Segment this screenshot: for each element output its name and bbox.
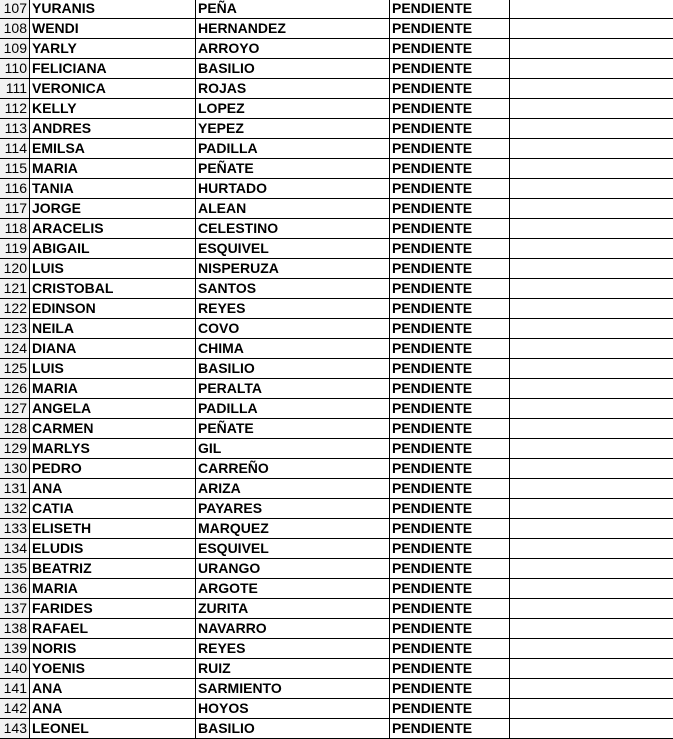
first-name-cell[interactable]: MARLYS: [30, 439, 196, 458]
table-row[interactable]: [0, 259, 673, 279]
last-name-cell[interactable]: PADILLA: [196, 139, 390, 158]
last-name-cell[interactable]: CHIMA: [196, 339, 390, 358]
status-cell[interactable]: PENDIENTE: [390, 59, 510, 78]
empty-cell[interactable]: [510, 79, 673, 98]
first-name-cell[interactable]: WENDI: [30, 19, 196, 38]
empty-cell[interactable]: [510, 479, 673, 498]
empty-cell[interactable]: [510, 659, 673, 678]
first-name-cell[interactable]: LUIS: [30, 259, 196, 278]
first-name-cell[interactable]: VERONICA: [30, 79, 196, 98]
first-name-cell[interactable]: ABIGAIL: [30, 239, 196, 258]
first-name-cell[interactable]: ANA: [30, 479, 196, 498]
last-name-cell[interactable]: ZURITA: [196, 599, 390, 618]
status-cell[interactable]: PENDIENTE: [390, 259, 510, 278]
status-cell[interactable]: PENDIENTE: [390, 679, 510, 698]
first-name-cell[interactable]: BEATRIZ: [30, 559, 196, 578]
first-name-cell[interactable]: MARIA: [30, 579, 196, 598]
last-name-cell[interactable]: HOYOS: [196, 699, 390, 718]
empty-cell[interactable]: [510, 259, 673, 278]
empty-cell[interactable]: [510, 339, 673, 358]
table-row[interactable]: [0, 79, 673, 99]
row-number[interactable]: 137: [0, 599, 30, 618]
empty-cell[interactable]: [510, 39, 673, 58]
last-name-cell[interactable]: CARREÑO: [196, 459, 390, 478]
last-name-cell[interactable]: HERNANDEZ: [196, 19, 390, 38]
first-name-cell[interactable]: ELISETH: [30, 519, 196, 538]
table-row[interactable]: [0, 539, 673, 559]
empty-cell[interactable]: [510, 319, 673, 338]
row-number[interactable]: 125: [0, 359, 30, 378]
empty-cell[interactable]: [510, 359, 673, 378]
last-name-cell[interactable]: ALEAN: [196, 199, 390, 218]
empty-cell[interactable]: [510, 459, 673, 478]
table-row[interactable]: [0, 0, 673, 19]
status-cell[interactable]: PENDIENTE: [390, 659, 510, 678]
row-number[interactable]: 117: [0, 199, 30, 218]
status-cell[interactable]: PENDIENTE: [390, 379, 510, 398]
last-name-cell[interactable]: PEÑA: [196, 0, 390, 18]
status-cell[interactable]: PENDIENTE: [390, 299, 510, 318]
status-cell[interactable]: PENDIENTE: [390, 239, 510, 258]
row-number[interactable]: 108: [0, 19, 30, 38]
table-row[interactable]: [0, 619, 673, 639]
table-row[interactable]: [0, 519, 673, 539]
first-name-cell[interactable]: FELICIANA: [30, 59, 196, 78]
empty-cell[interactable]: [510, 379, 673, 398]
empty-cell[interactable]: [510, 139, 673, 158]
status-cell[interactable]: PENDIENTE: [390, 599, 510, 618]
table-row[interactable]: [0, 179, 673, 199]
status-cell[interactable]: PENDIENTE: [390, 699, 510, 718]
first-name-cell[interactable]: NEILA: [30, 319, 196, 338]
first-name-cell[interactable]: TANIA: [30, 179, 196, 198]
first-name-cell[interactable]: RAFAEL: [30, 619, 196, 638]
row-number[interactable]: 126: [0, 379, 30, 398]
empty-cell[interactable]: [510, 559, 673, 578]
empty-cell[interactable]: [510, 179, 673, 198]
empty-cell[interactable]: [510, 599, 673, 618]
row-number[interactable]: 121: [0, 279, 30, 298]
last-name-cell[interactable]: GIL: [196, 439, 390, 458]
row-number[interactable]: 120: [0, 259, 30, 278]
row-number[interactable]: 136: [0, 579, 30, 598]
row-number[interactable]: 116: [0, 179, 30, 198]
status-cell[interactable]: PENDIENTE: [390, 539, 510, 558]
empty-cell[interactable]: [510, 639, 673, 658]
first-name-cell[interactable]: ARACELIS: [30, 219, 196, 238]
row-number[interactable]: 139: [0, 639, 30, 658]
status-cell[interactable]: PENDIENTE: [390, 579, 510, 598]
last-name-cell[interactable]: ESQUIVEL: [196, 539, 390, 558]
row-number[interactable]: 142: [0, 699, 30, 718]
first-name-cell[interactable]: NORIS: [30, 639, 196, 658]
table-row[interactable]: [0, 319, 673, 339]
table-row[interactable]: [0, 239, 673, 259]
empty-cell[interactable]: [510, 619, 673, 638]
status-cell[interactable]: PENDIENTE: [390, 179, 510, 198]
row-number[interactable]: 140: [0, 659, 30, 678]
empty-cell[interactable]: [510, 99, 673, 118]
last-name-cell[interactable]: BASILIO: [196, 359, 390, 378]
table-row[interactable]: [0, 499, 673, 519]
last-name-cell[interactable]: PERALTA: [196, 379, 390, 398]
table-row[interactable]: [0, 339, 673, 359]
status-cell[interactable]: PENDIENTE: [390, 479, 510, 498]
table-row[interactable]: [0, 299, 673, 319]
status-cell[interactable]: PENDIENTE: [390, 139, 510, 158]
status-cell[interactable]: PENDIENTE: [390, 519, 510, 538]
last-name-cell[interactable]: URANGO: [196, 559, 390, 578]
status-cell[interactable]: PENDIENTE: [390, 159, 510, 178]
status-cell[interactable]: PENDIENTE: [390, 319, 510, 338]
first-name-cell[interactable]: MARIA: [30, 379, 196, 398]
status-cell[interactable]: PENDIENTE: [390, 399, 510, 418]
row-number[interactable]: 112: [0, 99, 30, 118]
empty-cell[interactable]: [510, 699, 673, 718]
last-name-cell[interactable]: SANTOS: [196, 279, 390, 298]
row-number[interactable]: 135: [0, 559, 30, 578]
status-cell[interactable]: PENDIENTE: [390, 279, 510, 298]
first-name-cell[interactable]: ANA: [30, 699, 196, 718]
table-row[interactable]: [0, 39, 673, 59]
last-name-cell[interactable]: PAYARES: [196, 499, 390, 518]
empty-cell[interactable]: [510, 119, 673, 138]
last-name-cell[interactable]: PADILLA: [196, 399, 390, 418]
status-cell[interactable]: PENDIENTE: [390, 19, 510, 38]
empty-cell[interactable]: [510, 199, 673, 218]
first-name-cell[interactable]: ANGELA: [30, 399, 196, 418]
empty-cell[interactable]: [510, 579, 673, 598]
empty-cell[interactable]: [510, 719, 673, 738]
table-row[interactable]: [0, 119, 673, 139]
first-name-cell[interactable]: JORGE: [30, 199, 196, 218]
first-name-cell[interactable]: ELUDIS: [30, 539, 196, 558]
first-name-cell[interactable]: KELLY: [30, 99, 196, 118]
row-number[interactable]: 111: [0, 79, 30, 98]
empty-cell[interactable]: [510, 499, 673, 518]
status-cell[interactable]: PENDIENTE: [390, 459, 510, 478]
row-number[interactable]: 107: [0, 0, 30, 18]
first-name-cell[interactable]: YURANIS: [30, 0, 196, 18]
status-cell[interactable]: PENDIENTE: [390, 559, 510, 578]
row-number[interactable]: 122: [0, 299, 30, 318]
status-cell[interactable]: PENDIENTE: [390, 339, 510, 358]
empty-cell[interactable]: [510, 299, 673, 318]
status-cell[interactable]: PENDIENTE: [390, 719, 510, 738]
last-name-cell[interactable]: REYES: [196, 639, 390, 658]
empty-cell[interactable]: [510, 519, 673, 538]
row-number[interactable]: 131: [0, 479, 30, 498]
first-name-cell[interactable]: CRISTOBAL: [30, 279, 196, 298]
table-row[interactable]: [0, 659, 673, 679]
row-number[interactable]: 127: [0, 399, 30, 418]
last-name-cell[interactable]: LOPEZ: [196, 99, 390, 118]
first-name-cell[interactable]: MARIA: [30, 159, 196, 178]
table-row[interactable]: [0, 399, 673, 419]
last-name-cell[interactable]: ARIZA: [196, 479, 390, 498]
status-cell[interactable]: PENDIENTE: [390, 619, 510, 638]
status-cell[interactable]: PENDIENTE: [390, 439, 510, 458]
status-cell[interactable]: PENDIENTE: [390, 219, 510, 238]
row-number[interactable]: 110: [0, 59, 30, 78]
row-number[interactable]: 119: [0, 239, 30, 258]
empty-cell[interactable]: [510, 419, 673, 438]
first-name-cell[interactable]: YARLY: [30, 39, 196, 58]
first-name-cell[interactable]: YOENIS: [30, 659, 196, 678]
empty-cell[interactable]: [510, 59, 673, 78]
empty-cell[interactable]: [510, 219, 673, 238]
row-number[interactable]: 132: [0, 499, 30, 518]
row-number[interactable]: 124: [0, 339, 30, 358]
table-row[interactable]: [0, 19, 673, 39]
empty-cell[interactable]: [510, 239, 673, 258]
row-number[interactable]: 123: [0, 319, 30, 338]
last-name-cell[interactable]: ARROYO: [196, 39, 390, 58]
first-name-cell[interactable]: CATIA: [30, 499, 196, 518]
row-number[interactable]: 114: [0, 139, 30, 158]
last-name-cell[interactable]: PEÑATE: [196, 419, 390, 438]
status-cell[interactable]: PENDIENTE: [390, 39, 510, 58]
row-number[interactable]: 134: [0, 539, 30, 558]
first-name-cell[interactable]: DIANA: [30, 339, 196, 358]
first-name-cell[interactable]: ANA: [30, 679, 196, 698]
table-row[interactable]: [0, 579, 673, 599]
row-number[interactable]: 141: [0, 679, 30, 698]
table-row[interactable]: [0, 599, 673, 619]
row-number[interactable]: 109: [0, 39, 30, 58]
last-name-cell[interactable]: CELESTINO: [196, 219, 390, 238]
table-row[interactable]: [0, 199, 673, 219]
last-name-cell[interactable]: REYES: [196, 299, 390, 318]
last-name-cell[interactable]: HURTADO: [196, 179, 390, 198]
empty-cell[interactable]: [510, 679, 673, 698]
table-row[interactable]: [0, 99, 673, 119]
table-row[interactable]: [0, 479, 673, 499]
status-cell[interactable]: PENDIENTE: [390, 199, 510, 218]
table-row[interactable]: [0, 419, 673, 439]
empty-cell[interactable]: [510, 159, 673, 178]
row-number[interactable]: 129: [0, 439, 30, 458]
last-name-cell[interactable]: MARQUEZ: [196, 519, 390, 538]
last-name-cell[interactable]: COVO: [196, 319, 390, 338]
row-number[interactable]: 130: [0, 459, 30, 478]
first-name-cell[interactable]: LUIS: [30, 359, 196, 378]
table-row[interactable]: [0, 379, 673, 399]
row-number[interactable]: 128: [0, 419, 30, 438]
table-row[interactable]: [0, 719, 673, 739]
row-number[interactable]: 143: [0, 719, 30, 738]
last-name-cell[interactable]: SARMIENTO: [196, 679, 390, 698]
table-row[interactable]: [0, 139, 673, 159]
empty-cell[interactable]: [510, 279, 673, 298]
table-row[interactable]: [0, 359, 673, 379]
table-row[interactable]: [0, 219, 673, 239]
status-cell[interactable]: PENDIENTE: [390, 119, 510, 138]
last-name-cell[interactable]: PEÑATE: [196, 159, 390, 178]
row-number[interactable]: 113: [0, 119, 30, 138]
last-name-cell[interactable]: BASILIO: [196, 719, 390, 738]
status-cell[interactable]: PENDIENTE: [390, 419, 510, 438]
table-row[interactable]: [0, 59, 673, 79]
table-row[interactable]: [0, 639, 673, 659]
row-number[interactable]: 115: [0, 159, 30, 178]
last-name-cell[interactable]: BASILIO: [196, 59, 390, 78]
status-cell[interactable]: PENDIENTE: [390, 99, 510, 118]
status-cell[interactable]: PENDIENTE: [390, 639, 510, 658]
last-name-cell[interactable]: ESQUIVEL: [196, 239, 390, 258]
status-cell[interactable]: PENDIENTE: [390, 359, 510, 378]
status-cell[interactable]: PENDIENTE: [390, 79, 510, 98]
last-name-cell[interactable]: NAVARRO: [196, 619, 390, 638]
table-row[interactable]: [0, 699, 673, 719]
first-name-cell[interactable]: ANDRES: [30, 119, 196, 138]
empty-cell[interactable]: [510, 539, 673, 558]
empty-cell[interactable]: [510, 19, 673, 38]
table-row[interactable]: [0, 279, 673, 299]
table-row[interactable]: [0, 559, 673, 579]
row-number[interactable]: 133: [0, 519, 30, 538]
last-name-cell[interactable]: ARGOTE: [196, 579, 390, 598]
last-name-cell[interactable]: NISPERUZA: [196, 259, 390, 278]
row-number[interactable]: 138: [0, 619, 30, 638]
table-row[interactable]: [0, 439, 673, 459]
empty-cell[interactable]: [510, 439, 673, 458]
first-name-cell[interactable]: FARIDES: [30, 599, 196, 618]
table-row[interactable]: [0, 459, 673, 479]
last-name-cell[interactable]: RUIZ: [196, 659, 390, 678]
status-cell[interactable]: PENDIENTE: [390, 0, 510, 18]
last-name-cell[interactable]: YEPEZ: [196, 119, 390, 138]
first-name-cell[interactable]: PEDRO: [30, 459, 196, 478]
first-name-cell[interactable]: CARMEN: [30, 419, 196, 438]
first-name-cell[interactable]: EDINSON: [30, 299, 196, 318]
table-row[interactable]: [0, 159, 673, 179]
empty-cell[interactable]: [510, 399, 673, 418]
first-name-cell[interactable]: EMILSA: [30, 139, 196, 158]
status-cell[interactable]: PENDIENTE: [390, 499, 510, 518]
last-name-cell[interactable]: ROJAS: [196, 79, 390, 98]
first-name-cell[interactable]: LEONEL: [30, 719, 196, 738]
table-row[interactable]: [0, 679, 673, 699]
empty-cell[interactable]: [510, 0, 673, 18]
row-number[interactable]: 118: [0, 219, 30, 238]
